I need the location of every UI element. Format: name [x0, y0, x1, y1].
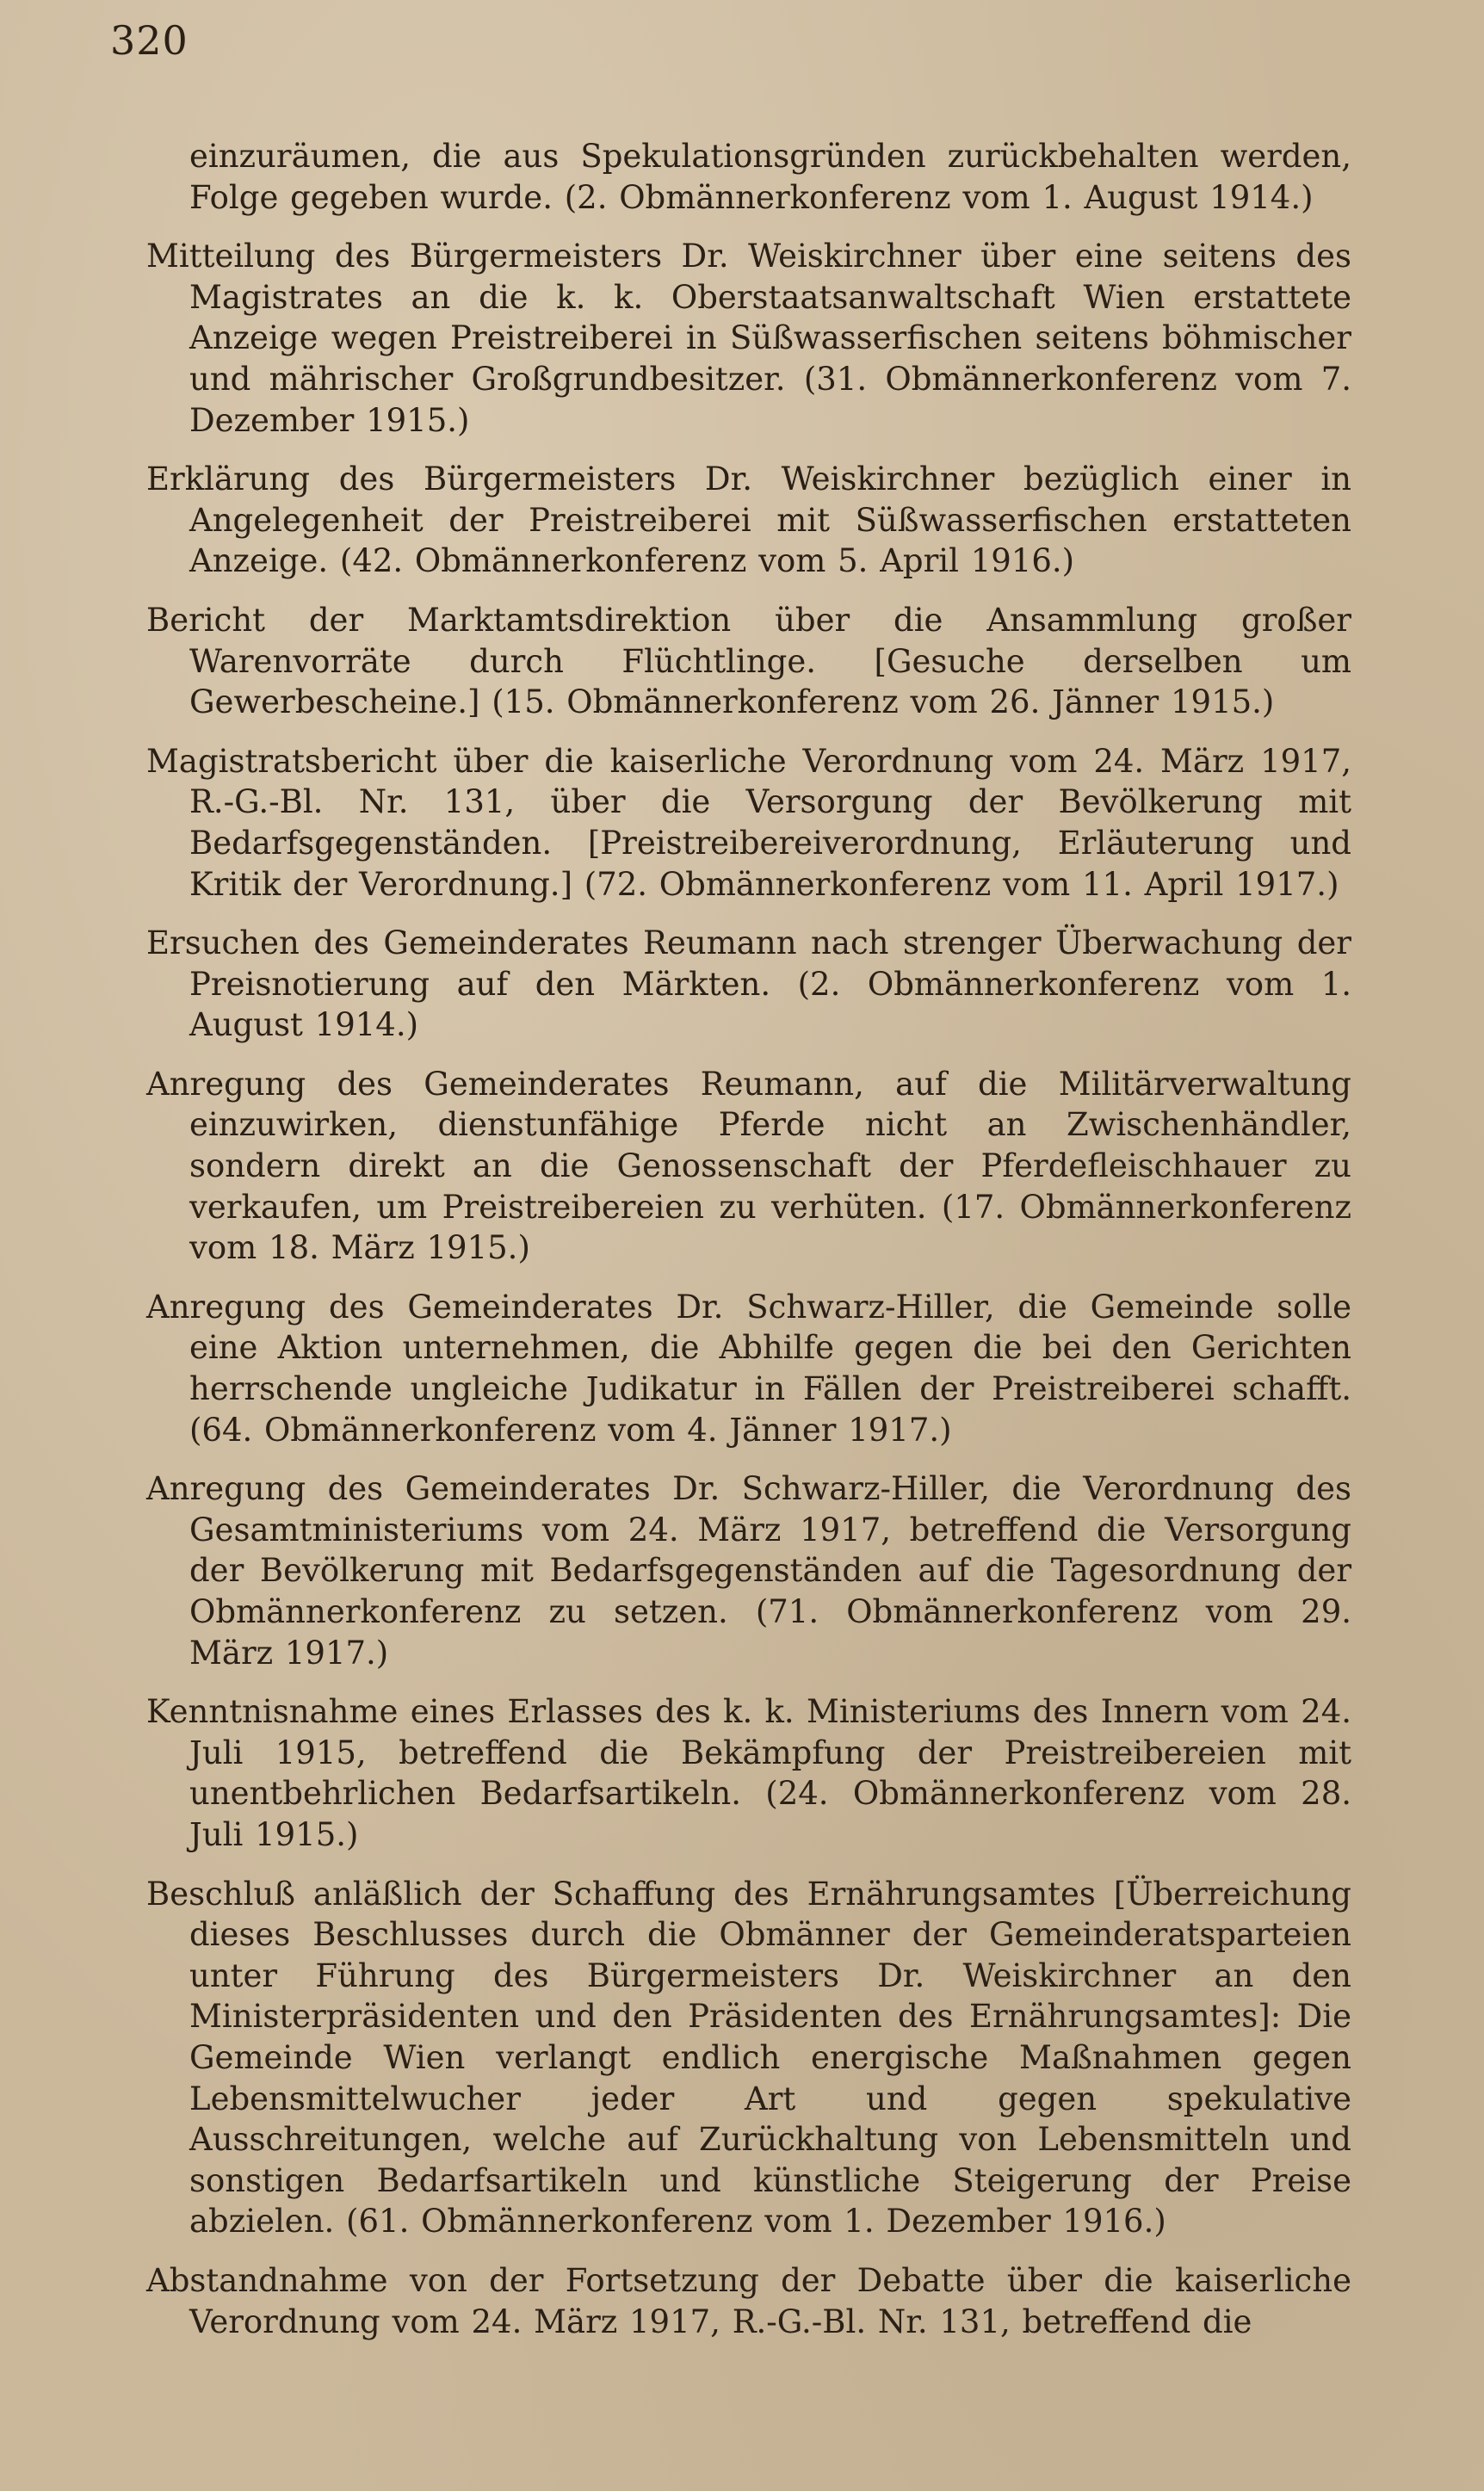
index-entries [146, 136, 1351, 2360]
entry: Anregung des Gemeinderates Reumann, auf die Militärverwaltung einzuwirken, dienstunfähige Pferde nicht an Zwischenhändler, sondern direkt an die Genossenschaft der Pferdefleischhauer zu verkaufen, um Preistreibereien zu verhüten. (17. Obmännerkonferenz vom 18. März 1915.) [146, 1065, 1351, 1267]
entry: Beschluß anläßlich der Schaffung des Ernährungsamtes [Überreichung dieses Beschlusses durch die Obmänner der Gemeinderatsparteien unter Führung des Bürgermeisters Dr. Weiskirchner an den Ministerpräsidenten und den Präsidenten des Ernährungsamtes]: Die Gemeinde Wien verlangt endlich energische Maßnahmen gegen Lebensmittelwucher jeder Art und gegen spekulative Ausschreitungen, welche auf Zurückhaltung von Lebensmitteln und sonstigen Bedarfsartikeln und künstliche Steigerung der Preise abzielen. (61. Obmännerkonferenz vom 1. Dezember 1916.) [146, 1875, 1351, 2241]
entry-truncated: Abstandnahme von der Fortsetzung der Debatte über die kaiserliche Verordnung vom 24. März 1917, R.-G.-Bl. Nr. 131, betreffend die [146, 2261, 1351, 2340]
entry: Anregung des Gemeinderates Dr. Schwarz-Hiller, die Gemeinde solle eine Aktion unternehmen, die Abhilfe gegen die bei den Gerichten herrschende ungleiche Judikatur in Fällen der Preistreiberei schafft. (64. Obmännerkonferenz vom 4. Jänner 1917.) [146, 1288, 1351, 1449]
entry: Erklärung des Bürgermeisters Dr. Weiskirchner bezüglich einer in Angelegenheit der Preistreiberei mit Süßwasserfischen erstatteten Anzeige. (42. Obmännerkonferenz vom 5. April 1916.) [146, 460, 1351, 580]
page-number: 320 [110, 17, 189, 64]
entry: Kenntnisnahme eines Erlasses des k. k. Ministeriums des Innern vom 24. Juli 1915, betreffend die Bekämpfung der Preistreibereien mit unentbehrlichen Bedarfsartikeln. (24. Obmännerkonferenz vom 28. Juli 1915.) [146, 1693, 1351, 1853]
entry: Anregung des Gemeinderates Dr. Schwarz-Hiller, die Verordnung des Gesamtministeriums vom 24. März 1917, betreffend die Versorgung der Bevölkerung mit Bedarfsgegenständen auf die Tagesordnung der Obmännerkonferenz zu setzen. (71. Obmännerkonferenz vom 29. März 1917.) [146, 1470, 1351, 1672]
entry: Magistratsbericht über die kaiserliche Verordnung vom 24. März 1917, R.-G.-Bl. Nr. 131, über die Versorgung der Bevölkerung mit Bedarfsgegenständen. [Preistreibereiverordnung, Erläuterung und Kritik der Verordnung.] (72. Obmännerkonferenz vom 11. April 1917.) [146, 742, 1351, 903]
entry-continuation: einzuräumen, die aus Spekulationsgründen zurückbehalten werden, Folge gegeben wurde. (2. Obmännerkonferenz vom 1. August 1914.) [189, 138, 1351, 216]
entry: Mitteilung des Bürgermeisters Dr. Weiskirchner über eine seitens des Magistrates an die k. k. Oberstaatsanwaltschaft Wien erstattete Anzeige wegen Preistreiberei in Süßwasserfischen seitens böhmischer und mährischer Großgrundbesitzer. (31. Obmännerkonferenz vom 7. Dezember 1915.) [146, 238, 1351, 439]
entry: Ersuchen des Gemeinderates Reumann nach strenger Überwachung der Preisnotierung auf den Märkten. (2. Obmännerkonferenz vom 1. August 1914.) [146, 924, 1351, 1044]
entry: Bericht der Marktamtsdirektion über die Ansammlung großer Warenvorräte durch Flüchtlinge. [Gesuche derselben um Gewerbescheine.] (15. Obmännerkonferenz vom 26. Jänner 1915.) [146, 601, 1351, 721]
